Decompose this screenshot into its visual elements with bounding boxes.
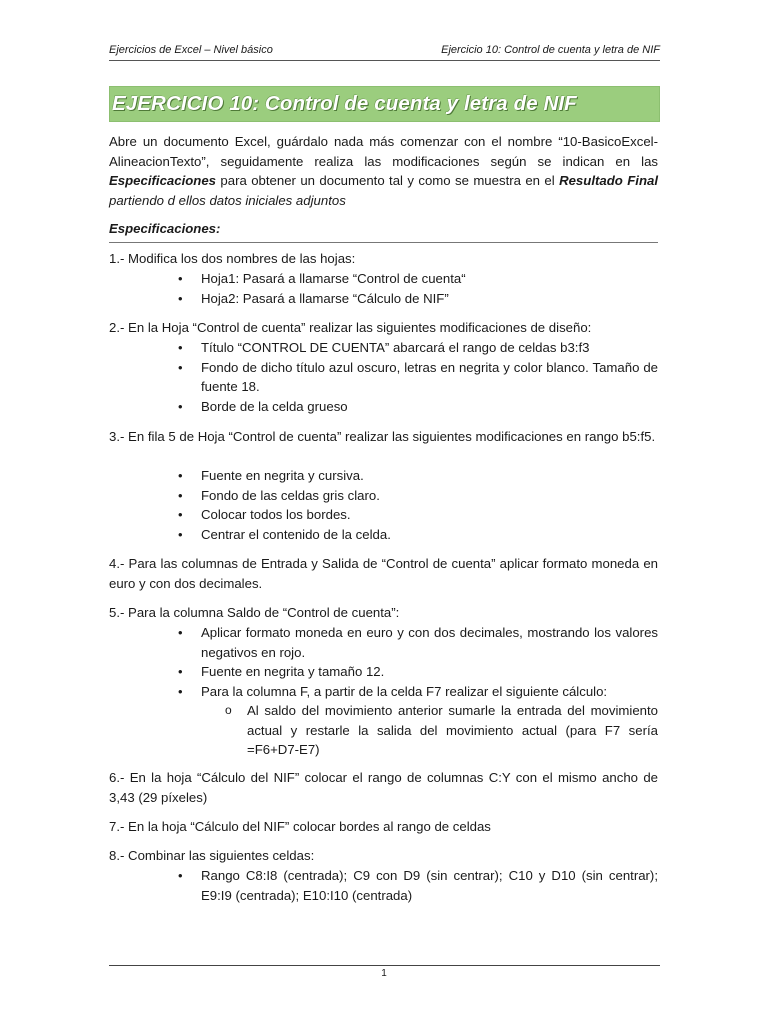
section-5-heading: 5.- Para la columna Saldo de “Control de cuenta”: <box>109 605 400 620</box>
intro-text-1: Abre un documento Excel, guárdalo nada más comenzar con el nombre “10-BasicoExcel-AlineacionTexto”, seguidamente realiza las modificaciones según se indican en las <box>109 134 658 169</box>
list-item: • Borde de la celda grueso <box>178 397 658 417</box>
list-item: • Centrar el contenido de la celda. <box>178 525 658 545</box>
specifications-heading: Especificaciones: <box>109 219 658 243</box>
list-item: • Fuente en negrita y tamaño 12. <box>178 662 658 682</box>
sublist-item: o Al saldo del movimiento anterior sumarle la entrada del movimiento actual y restarle la salida del movimiento actual (para F7 sería =F6+D7-E7) <box>225 701 658 760</box>
list-item: • Fondo de las celdas gris claro. <box>178 486 658 506</box>
intro-text-3: partiendo d ellos datos iniciales adjuntos <box>109 192 346 208</box>
list-item: • Aplicar formato moneda en euro y con dos decimales, mostrando los valores negativos en rojo. <box>178 623 658 662</box>
intro-emphasis-2: Resultado Final <box>559 173 658 188</box>
section-6-heading: 6.- En la hoja “Cálculo del NIF” colocar el rango de columnas C:Y con el mismo ancho de 3,43 (29 píxeles) <box>109 770 658 805</box>
section-5-list <box>178 623 658 701</box>
list-item: • Rango C8:I8 (centrada); C9 con D9 (sin centrar); C10 y D10 (sin centrar); E9:I9 (centrada); E10:I10 (centrada) <box>178 866 658 905</box>
footer-divider <box>109 965 660 966</box>
section-1-list <box>178 269 658 308</box>
list-item: • Hoja2: Pasará a llamarse “Cálculo de NIF” <box>178 289 658 309</box>
section-2-list <box>178 338 658 416</box>
list-item: • Título “CONTROL DE CUENTA” abarcará el rango de celdas b3:f3 <box>178 338 658 358</box>
list-item: • Fuente en negrita y cursiva. <box>178 466 658 486</box>
list-item: • Hoja1: Pasará a llamarse “Control de cuenta“ <box>178 269 658 289</box>
section-7-heading: 7.- En la hoja “Cálculo del NIF” colocar bordes al rango de celdas <box>109 819 491 834</box>
header-left: Ejercicios de Excel – Nivel básico <box>109 44 273 56</box>
page-number: 1 <box>381 968 387 979</box>
exercise-title-bar <box>109 86 660 122</box>
section-3-heading: 3.- En fila 5 de Hoja “Control de cuenta” realizar las siguientes modificaciones en rango b5:f5. <box>109 429 656 444</box>
list-item: • Fondo de dicho título azul oscuro, letras en negrita y color blanco. Tamaño de fuente 18. <box>178 358 658 397</box>
section-4-heading: 4.- Para las columnas de Entrada y Salida de “Control de cuenta” aplicar formato moneda en euro y con dos decimales. <box>109 556 658 591</box>
section-8-heading: 8.- Combinar las siguientes celdas: <box>109 848 315 863</box>
section-3-list <box>178 466 658 544</box>
intro-paragraph <box>109 132 658 210</box>
header-right: Ejercicio 10: Control de cuenta y letra de NIF <box>441 44 660 56</box>
section-5-sublist <box>225 701 658 760</box>
intro-emphasis-1: Especificaciones <box>109 173 217 188</box>
list-item: • Para la columna F, a partir de la celda F7 realizar el siguiente cálculo: <box>178 682 658 702</box>
section-1-heading: 1.- Modifica los dos nombres de las hojas: <box>109 251 356 266</box>
section-2-heading: 2.- En la Hoja “Control de cuenta” realizar las siguientes modificaciones de diseño: <box>109 320 592 335</box>
intro-text-2: para obtener un documento tal y como se muestra en el <box>216 173 560 188</box>
list-item: • Colocar todos los bordes. <box>178 505 658 525</box>
exercise-title: EJERCICIO 10: Control de cuenta y letra de NIF <box>112 92 577 115</box>
page-header <box>109 42 660 61</box>
section-8-list <box>178 866 658 905</box>
